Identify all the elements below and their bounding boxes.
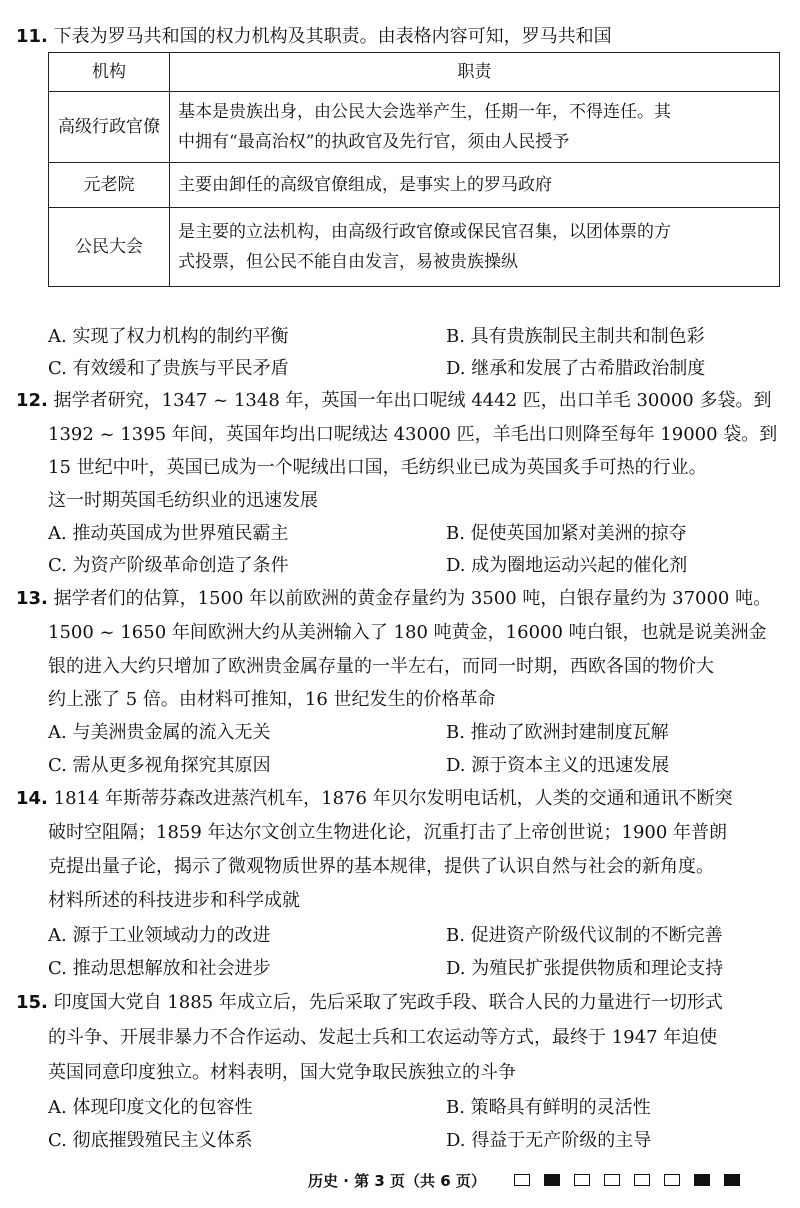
table-cell-duty [170, 92, 780, 163]
q12-number: 12. [16, 390, 48, 411]
q15-option-b: B. 策略具有鲜明的灵活性 [446, 1097, 651, 1118]
q11-option-c: C. 有效缓和了贵族与平民矛盾 [48, 358, 289, 379]
q14-option-d: D. 为殖民扩张提供物质和理论支持 [446, 958, 724, 979]
page-footer [0, 1166, 800, 1196]
empty-mark [664, 1174, 680, 1186]
table-cell-duty [170, 208, 780, 287]
q14-stem-text: 1814 年斯蒂芬森改进蒸汽机车，1876 年贝尔发明电话机，人类的交通和通讯不断突 [53, 788, 733, 809]
table-row [49, 163, 780, 208]
q13-option-d: D. 源于资本主义的迅速发展 [446, 755, 670, 776]
q15-stem-line-0 [16, 992, 723, 1014]
q12-stem-line-2: 15 世纪中叶，英国已成为一个呢绒出口国，毛纺织业已成为英国炙手可热的行业。 [48, 457, 707, 478]
q11-stem [16, 26, 612, 48]
filled-mark [544, 1174, 560, 1186]
q11-stem-line-0: 下表为罗马共和国的权力机构及其职责。由表格内容可知，罗马共和国 [53, 26, 612, 47]
q12-option-b: B. 促使英国加紧对美洲的掠夺 [446, 523, 687, 544]
q12-stem-line-1: 1392 ~ 1395 年间，英国年均出口呢绒达 43000 匹，羊毛出口则降至每年 19000 袋。到 [48, 424, 778, 445]
q13-stem-line-2: 银的进入大约只增加了欧洲贵金属存量的一半左右，而同一时期，西欧各国的物价大 [48, 656, 714, 677]
q15-option-a: A. 体现印度文化的包容性 [48, 1097, 253, 1118]
q12-option-a: A. 推动英国成为世界殖民霸主 [48, 523, 289, 544]
q15-stem-text: 印度国大党自 1885 年成立后，先后采取了宪政手段、联合人民的力量进行一切形式 [53, 992, 723, 1013]
table-cell-org: 公民大会 [49, 208, 170, 287]
q13-number: 13. [16, 588, 48, 609]
table-header-row [49, 53, 780, 92]
q15-option-d: D. 得益于无产阶级的主导 [446, 1130, 652, 1151]
q15-option-c: C. 彻底摧毁殖民主义体系 [48, 1130, 253, 1151]
q13-option-c: C. 需从更多视角探究其原因 [48, 755, 271, 776]
q12-stem-line-0 [16, 390, 771, 412]
q11-option-b: B. 具有贵族制民主制共和制色彩 [446, 326, 705, 347]
q11-option-a: A. 实现了权力机构的制约平衡 [48, 326, 289, 347]
duty-line: 主要由卸任的高级官僚组成，是事实上的罗马政府 [178, 175, 552, 195]
empty-mark [574, 1174, 590, 1186]
q13-option-a: A. 与美洲贵金属的流入无关 [48, 722, 271, 743]
table-row [49, 92, 780, 163]
table-cell-org: 元老院 [49, 163, 170, 208]
roman-institutions-table [48, 52, 780, 287]
q14-number: 14. [16, 788, 48, 809]
duty-line: 是主要的立法机构，由高级行政官僚或保民官召集，以团体票的方 [178, 222, 671, 242]
q12-option-d: D. 成为圈地运动兴起的催化剂 [446, 555, 688, 576]
table-header-duty: 职责 [170, 53, 780, 92]
table-row [49, 208, 780, 287]
q14-option-c: C. 推动思想解放和社会进步 [48, 958, 271, 979]
table-cell-duty [170, 163, 780, 208]
table-cell-org: 高级行政官僚 [49, 92, 170, 163]
q14-stem-line-2: 克提出量子论，揭示了微观物质世界的基本规律，提供了认识自然与社会的新角度。 [48, 856, 714, 877]
q13-stem-line-1: 1500 ~ 1650 年间欧洲大约从美洲输入了 180 吨黄金，16000 吨白银，也就是说美洲金 [48, 622, 767, 643]
q12-option-c: C. 为资产阶级革命创造了条件 [48, 555, 289, 576]
q15-stem-line-2: 英国同意印度独立。材料表明，国大党争取民族独立的斗争 [48, 1062, 516, 1083]
empty-mark [604, 1174, 620, 1186]
q11-number: 11. [16, 26, 48, 47]
page-number: 历史 · 第 3 页（共 6 页） [308, 1172, 486, 1190]
q14-stem-line-0 [16, 788, 733, 810]
q15-number: 15. [16, 992, 48, 1013]
empty-mark [634, 1174, 650, 1186]
q14-stem-line-1: 破时空阻隔；1859 年达尔文创立生物进化论，沉重打击了上帝创世说；1900 年普朗 [48, 822, 728, 843]
q14-stem-line-3: 材料所述的科技进步和科学成就 [48, 890, 300, 911]
duty-line: 式投票，但公民不能自由发言，易被贵族操纵 [178, 252, 518, 272]
table-header-org: 机构 [49, 53, 170, 92]
alignment-marks [514, 1174, 740, 1186]
duty-line: 基本是贵族出身，由公民大会选举产生，任期一年，不得连任。其 [178, 102, 671, 122]
filled-mark [724, 1174, 740, 1186]
q11-option-d: D. 继承和发展了古希腊政治制度 [446, 358, 706, 379]
q13-stem-text: 据学者们的估算，1500 年以前欧洲的黄金存量约为 3500 吨，白银存量约为 37000 吨。 [53, 588, 772, 609]
filled-mark [694, 1174, 710, 1186]
q12-stem-line-3: 这一时期英国毛纺织业的迅速发展 [48, 490, 318, 511]
q12-stem-text: 据学者研究，1347 ~ 1348 年，英国一年出口呢绒 4442 匹，出口羊毛 30000 多袋。到 [53, 390, 772, 411]
q13-option-b: B. 推动了欧洲封建制度瓦解 [446, 722, 669, 743]
empty-mark [514, 1174, 530, 1186]
duty-line: 中拥有“最高治权”的执政官及先行官，须由人民授予 [178, 132, 570, 152]
q14-option-a: A. 源于工业领域动力的改进 [48, 925, 271, 946]
q13-stem-line-3: 约上涨了 5 倍。由材料可推知，16 世纪发生的价格革命 [48, 689, 496, 710]
q14-option-b: B. 促进资产阶级代议制的不断完善 [446, 925, 723, 946]
q13-stem-line-0 [16, 588, 771, 610]
q15-stem-line-1: 的斗争、开展非暴力不合作运动、发起士兵和工农运动等方式，最终于 1947 年迫使 [48, 1027, 718, 1048]
